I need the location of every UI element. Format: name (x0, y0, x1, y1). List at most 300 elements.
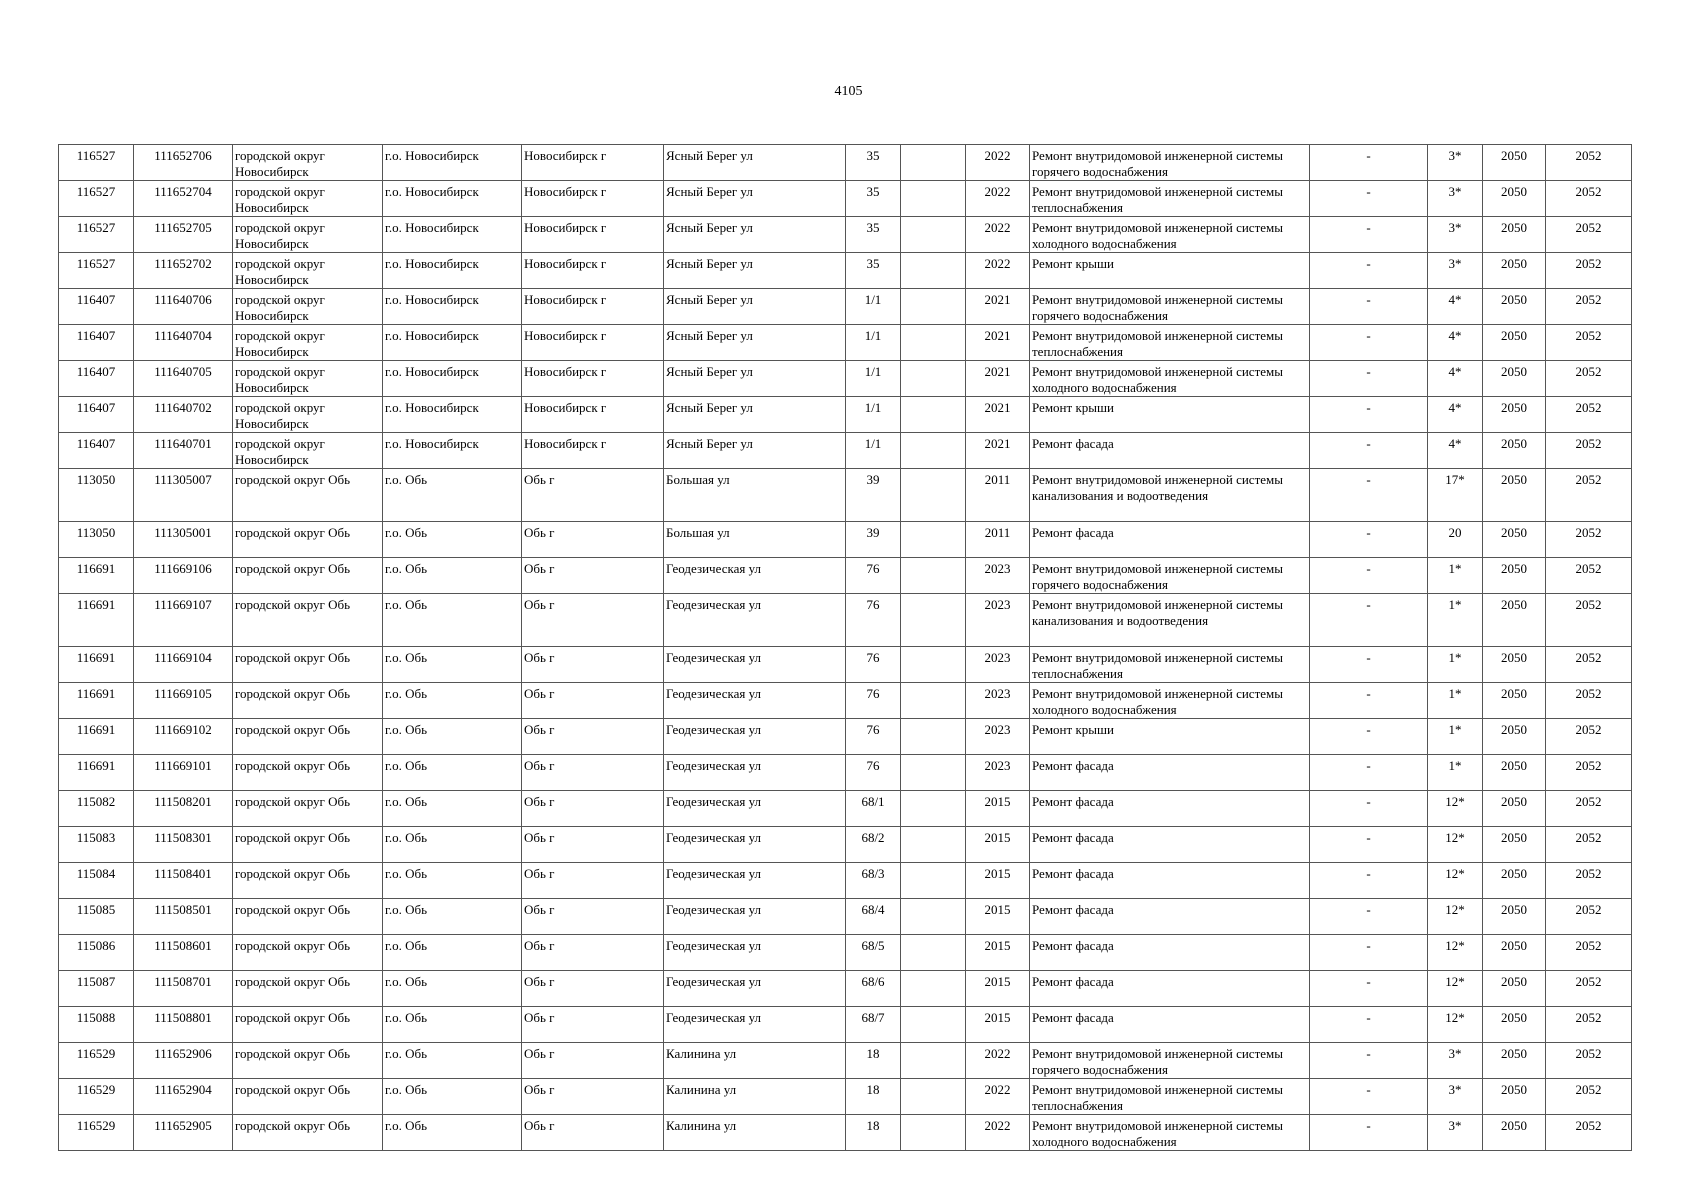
cell-placeholder: - (1310, 683, 1428, 719)
cell-municipality: городской округ Обь (233, 755, 383, 791)
cell-locality: Новосибирск г (522, 433, 664, 469)
cell-count: 1* (1428, 558, 1483, 594)
cell-end-year: 2052 (1546, 145, 1632, 181)
cell-element-id: 111652705 (134, 217, 233, 253)
cell-locality: Обь г (522, 1115, 664, 1151)
cell-work-type: Ремонт внутридомовой инженерной системы теплоснабжения (1030, 647, 1310, 683)
table-row (59, 289, 1632, 325)
cell-start-year: 2050 (1483, 1043, 1546, 1079)
cell-work-type: Ремонт внутридомовой инженерной системы холодного водоснабжения (1030, 1115, 1310, 1151)
cell-municipality: городской округ Новосибирск (233, 217, 383, 253)
cell-work-type: Ремонт внутридомовой инженерной системы канализования и водоотведения (1030, 594, 1310, 647)
cell-street: Большая ул (664, 522, 846, 558)
cell-settlement: г.о. Обь (383, 755, 522, 791)
cell-settlement: г.о. Обь (383, 719, 522, 755)
table-row (59, 1079, 1632, 1115)
cell-record-id: 115088 (59, 1007, 134, 1043)
cell-end-year: 2052 (1546, 935, 1632, 971)
cell-year-built: 2015 (966, 935, 1030, 971)
cell-record-id: 116691 (59, 558, 134, 594)
cell-record-id: 116407 (59, 325, 134, 361)
cell-year-built: 2023 (966, 647, 1030, 683)
cell-work-type: Ремонт внутридомовой инженерной системы горячего водоснабжения (1030, 289, 1310, 325)
cell-locality: Обь г (522, 791, 664, 827)
cell-settlement: г.о. Новосибирск (383, 145, 522, 181)
cell-count: 4* (1428, 325, 1483, 361)
table-row (59, 971, 1632, 1007)
cell-building (901, 935, 966, 971)
cell-building (901, 791, 966, 827)
cell-placeholder: - (1310, 899, 1428, 935)
cell-work-type: Ремонт фасада (1030, 755, 1310, 791)
cell-street: Большая ул (664, 469, 846, 522)
cell-locality: Обь г (522, 469, 664, 522)
cell-end-year: 2052 (1546, 217, 1632, 253)
cell-record-id: 113050 (59, 469, 134, 522)
cell-building (901, 397, 966, 433)
cell-year-built: 2022 (966, 145, 1030, 181)
cell-year-built: 2022 (966, 1079, 1030, 1115)
cell-building (901, 1043, 966, 1079)
cell-building (901, 971, 966, 1007)
page-number: 4105 (834, 84, 863, 99)
cell-record-id: 115087 (59, 971, 134, 1007)
cell-year-built: 2022 (966, 181, 1030, 217)
cell-building (901, 1115, 966, 1151)
cell-record-id: 116529 (59, 1079, 134, 1115)
cell-house-number: 18 (846, 1079, 901, 1115)
cell-placeholder: - (1310, 863, 1428, 899)
cell-count: 12* (1428, 827, 1483, 863)
cell-record-id: 115082 (59, 791, 134, 827)
table-row (59, 433, 1632, 469)
cell-locality: Обь г (522, 827, 664, 863)
table-row (59, 181, 1632, 217)
cell-municipality: городской округ Новосибирск (233, 253, 383, 289)
cell-street: Ясный Берег ул (664, 253, 846, 289)
cell-locality: Новосибирск г (522, 181, 664, 217)
cell-house-number: 1/1 (846, 433, 901, 469)
cell-municipality: городской округ Обь (233, 935, 383, 971)
cell-year-built: 2022 (966, 217, 1030, 253)
cell-street: Ясный Берег ул (664, 433, 846, 469)
cell-house-number: 35 (846, 145, 901, 181)
cell-street: Геодезическая ул (664, 683, 846, 719)
table-row (59, 325, 1632, 361)
cell-settlement: г.о. Обь (383, 791, 522, 827)
cell-record-id: 115084 (59, 863, 134, 899)
cell-placeholder: - (1310, 1115, 1428, 1151)
cell-record-id: 116529 (59, 1043, 134, 1079)
cell-building (901, 1079, 966, 1115)
cell-end-year: 2052 (1546, 719, 1632, 755)
cell-end-year: 2052 (1546, 397, 1632, 433)
cell-placeholder: - (1310, 827, 1428, 863)
cell-building (901, 181, 966, 217)
cell-building (901, 217, 966, 253)
cell-element-id: 111669102 (134, 719, 233, 755)
table-row (59, 522, 1632, 558)
cell-start-year: 2050 (1483, 827, 1546, 863)
cell-placeholder: - (1310, 253, 1428, 289)
table-row (59, 145, 1632, 181)
table-body (59, 145, 1632, 1151)
cell-end-year: 2052 (1546, 863, 1632, 899)
cell-year-built: 2022 (966, 253, 1030, 289)
cell-street: Геодезическая ул (664, 594, 846, 647)
cell-house-number: 68/5 (846, 935, 901, 971)
cell-house-number: 35 (846, 253, 901, 289)
cell-placeholder: - (1310, 647, 1428, 683)
cell-count: 4* (1428, 397, 1483, 433)
cell-locality: Обь г (522, 719, 664, 755)
cell-house-number: 68/3 (846, 863, 901, 899)
cell-year-built: 2015 (966, 1007, 1030, 1043)
cell-work-type: Ремонт фасада (1030, 899, 1310, 935)
cell-record-id: 115085 (59, 899, 134, 935)
cell-house-number: 68/6 (846, 971, 901, 1007)
cell-placeholder: - (1310, 325, 1428, 361)
cell-locality: Новосибирск г (522, 325, 664, 361)
cell-element-id: 111508201 (134, 791, 233, 827)
cell-year-built: 2015 (966, 899, 1030, 935)
cell-municipality: городской округ Обь (233, 1007, 383, 1043)
cell-element-id: 111652706 (134, 145, 233, 181)
cell-placeholder: - (1310, 469, 1428, 522)
cell-work-type: Ремонт внутридомовой инженерной системы канализования и водоотведения (1030, 469, 1310, 522)
cell-placeholder: - (1310, 181, 1428, 217)
cell-placeholder: - (1310, 719, 1428, 755)
cell-work-type: Ремонт внутридомовой инженерной системы холодного водоснабжения (1030, 683, 1310, 719)
cell-street: Геодезическая ул (664, 863, 846, 899)
cell-element-id: 111652704 (134, 181, 233, 217)
cell-municipality: городской округ Новосибирск (233, 361, 383, 397)
cell-record-id: 116407 (59, 433, 134, 469)
cell-building (901, 899, 966, 935)
cell-year-built: 2023 (966, 683, 1030, 719)
cell-locality: Новосибирск г (522, 217, 664, 253)
cell-settlement: г.о. Обь (383, 558, 522, 594)
cell-year-built: 2015 (966, 791, 1030, 827)
cell-placeholder: - (1310, 791, 1428, 827)
cell-element-id: 111669105 (134, 683, 233, 719)
cell-work-type: Ремонт внутридомовой инженерной системы горячего водоснабжения (1030, 1043, 1310, 1079)
cell-settlement: г.о. Новосибирск (383, 289, 522, 325)
cell-start-year: 2050 (1483, 433, 1546, 469)
cell-start-year: 2050 (1483, 683, 1546, 719)
cell-building (901, 361, 966, 397)
cell-work-type: Ремонт фасада (1030, 433, 1310, 469)
cell-count: 1* (1428, 647, 1483, 683)
cell-start-year: 2050 (1483, 397, 1546, 433)
cell-municipality: городской округ Новосибирск (233, 397, 383, 433)
cell-work-type: Ремонт фасада (1030, 791, 1310, 827)
cell-element-id: 111305001 (134, 522, 233, 558)
cell-settlement: г.о. Обь (383, 522, 522, 558)
cell-work-type: Ремонт фасада (1030, 1007, 1310, 1043)
cell-municipality: городской округ Новосибирск (233, 181, 383, 217)
cell-start-year: 2050 (1483, 253, 1546, 289)
table-row (59, 935, 1632, 971)
cell-end-year: 2052 (1546, 433, 1632, 469)
cell-end-year: 2052 (1546, 1079, 1632, 1115)
cell-element-id: 111508501 (134, 899, 233, 935)
cell-count: 12* (1428, 971, 1483, 1007)
cell-settlement: г.о. Обь (383, 899, 522, 935)
table-row (59, 827, 1632, 863)
table-row (59, 1043, 1632, 1079)
cell-house-number: 68/7 (846, 1007, 901, 1043)
cell-end-year: 2052 (1546, 683, 1632, 719)
table-row (59, 755, 1632, 791)
table-row (59, 863, 1632, 899)
cell-municipality: городской округ Новосибирск (233, 433, 383, 469)
cell-end-year: 2052 (1546, 325, 1632, 361)
cell-year-built: 2021 (966, 361, 1030, 397)
cell-settlement: г.о. Новосибирск (383, 433, 522, 469)
cell-start-year: 2050 (1483, 289, 1546, 325)
cell-year-built: 2015 (966, 863, 1030, 899)
cell-street: Ясный Берег ул (664, 397, 846, 433)
cell-count: 12* (1428, 935, 1483, 971)
cell-year-built: 2015 (966, 971, 1030, 1007)
cell-house-number: 1/1 (846, 397, 901, 433)
cell-end-year: 2052 (1546, 558, 1632, 594)
cell-end-year: 2052 (1546, 1115, 1632, 1151)
cell-settlement: г.о. Обь (383, 1079, 522, 1115)
cell-locality: Обь г (522, 971, 664, 1007)
cell-locality: Обь г (522, 1079, 664, 1115)
cell-municipality: городской округ Обь (233, 1115, 383, 1151)
cell-element-id: 111508301 (134, 827, 233, 863)
cell-work-type: Ремонт крыши (1030, 719, 1310, 755)
cell-settlement: г.о. Новосибирск (383, 325, 522, 361)
cell-municipality: городской округ Обь (233, 558, 383, 594)
cell-locality: Новосибирск г (522, 361, 664, 397)
cell-house-number: 68/1 (846, 791, 901, 827)
cell-end-year: 2052 (1546, 253, 1632, 289)
cell-municipality: городской округ Обь (233, 683, 383, 719)
cell-year-built: 2022 (966, 1043, 1030, 1079)
cell-street: Геодезическая ул (664, 719, 846, 755)
cell-count: 4* (1428, 289, 1483, 325)
cell-start-year: 2050 (1483, 181, 1546, 217)
cell-element-id: 111640706 (134, 289, 233, 325)
cell-building (901, 325, 966, 361)
cell-start-year: 2050 (1483, 971, 1546, 1007)
cell-house-number: 1/1 (846, 289, 901, 325)
cell-record-id: 116691 (59, 594, 134, 647)
cell-street: Ясный Берег ул (664, 361, 846, 397)
cell-street: Геодезическая ул (664, 971, 846, 1007)
cell-street: Калинина ул (664, 1043, 846, 1079)
cell-count: 3* (1428, 1115, 1483, 1151)
cell-locality: Обь г (522, 1007, 664, 1043)
cell-record-id: 116527 (59, 217, 134, 253)
cell-settlement: г.о. Обь (383, 1043, 522, 1079)
cell-start-year: 2050 (1483, 647, 1546, 683)
cell-count: 12* (1428, 899, 1483, 935)
cell-building (901, 1007, 966, 1043)
cell-locality: Новосибирск г (522, 253, 664, 289)
cell-placeholder: - (1310, 397, 1428, 433)
cell-end-year: 2052 (1546, 361, 1632, 397)
cell-building (901, 558, 966, 594)
cell-count: 3* (1428, 253, 1483, 289)
cell-element-id: 111652905 (134, 1115, 233, 1151)
cell-work-type: Ремонт фасада (1030, 522, 1310, 558)
cell-locality: Новосибирск г (522, 397, 664, 433)
cell-street: Ясный Берег ул (664, 289, 846, 325)
cell-municipality: городской округ Обь (233, 522, 383, 558)
cell-record-id: 116407 (59, 289, 134, 325)
cell-house-number: 76 (846, 719, 901, 755)
cell-settlement: г.о. Обь (383, 971, 522, 1007)
cell-count: 17* (1428, 469, 1483, 522)
cell-street: Геодезическая ул (664, 647, 846, 683)
cell-element-id: 111669106 (134, 558, 233, 594)
cell-count: 1* (1428, 683, 1483, 719)
cell-house-number: 39 (846, 469, 901, 522)
cell-work-type: Ремонт фасада (1030, 971, 1310, 1007)
cell-street: Геодезическая ул (664, 755, 846, 791)
cell-settlement: г.о. Обь (383, 827, 522, 863)
cell-street: Ясный Берег ул (664, 217, 846, 253)
cell-locality: Новосибирск г (522, 289, 664, 325)
cell-start-year: 2050 (1483, 899, 1546, 935)
cell-record-id: 116407 (59, 361, 134, 397)
cell-settlement: г.о. Обь (383, 1007, 522, 1043)
cell-element-id: 111640705 (134, 361, 233, 397)
cell-record-id: 116691 (59, 755, 134, 791)
cell-placeholder: - (1310, 289, 1428, 325)
cell-work-type: Ремонт фасада (1030, 935, 1310, 971)
cell-street: Калинина ул (664, 1115, 846, 1151)
cell-record-id: 116691 (59, 719, 134, 755)
cell-end-year: 2052 (1546, 971, 1632, 1007)
cell-record-id: 116691 (59, 683, 134, 719)
cell-placeholder: - (1310, 971, 1428, 1007)
cell-work-type: Ремонт внутридомовой инженерной системы теплоснабжения (1030, 181, 1310, 217)
cell-house-number: 76 (846, 647, 901, 683)
cell-start-year: 2050 (1483, 719, 1546, 755)
cell-settlement: г.о. Новосибирск (383, 217, 522, 253)
cell-element-id: 111640704 (134, 325, 233, 361)
cell-end-year: 2052 (1546, 594, 1632, 647)
cell-placeholder: - (1310, 558, 1428, 594)
cell-count: 12* (1428, 1007, 1483, 1043)
cell-municipality: городской округ Обь (233, 719, 383, 755)
cell-count: 3* (1428, 217, 1483, 253)
cell-end-year: 2052 (1546, 827, 1632, 863)
table-row (59, 647, 1632, 683)
cell-locality: Обь г (522, 863, 664, 899)
cell-work-type: Ремонт фасада (1030, 827, 1310, 863)
cell-start-year: 2050 (1483, 361, 1546, 397)
cell-municipality: городской округ Обь (233, 863, 383, 899)
cell-element-id: 111508801 (134, 1007, 233, 1043)
cell-house-number: 18 (846, 1115, 901, 1151)
table-row (59, 397, 1632, 433)
cell-building (901, 683, 966, 719)
cell-street: Ясный Берег ул (664, 325, 846, 361)
cell-count: 1* (1428, 755, 1483, 791)
cell-settlement: г.о. Обь (383, 1115, 522, 1151)
cell-element-id: 111640702 (134, 397, 233, 433)
cell-building (901, 755, 966, 791)
table-row (59, 683, 1632, 719)
cell-street: Геодезическая ул (664, 1007, 846, 1043)
cell-year-built: 2011 (966, 469, 1030, 522)
cell-year-built: 2021 (966, 397, 1030, 433)
cell-settlement: г.о. Обь (383, 469, 522, 522)
table-row (59, 253, 1632, 289)
cell-settlement: г.о. Обь (383, 647, 522, 683)
cell-start-year: 2050 (1483, 145, 1546, 181)
cell-house-number: 39 (846, 522, 901, 558)
cell-municipality: городской округ Обь (233, 899, 383, 935)
cell-year-built: 2021 (966, 289, 1030, 325)
cell-street: Геодезическая ул (664, 827, 846, 863)
cell-placeholder: - (1310, 755, 1428, 791)
cell-record-id: 113050 (59, 522, 134, 558)
cell-element-id: 111640701 (134, 433, 233, 469)
cell-house-number: 76 (846, 558, 901, 594)
cell-count: 12* (1428, 863, 1483, 899)
cell-placeholder: - (1310, 217, 1428, 253)
cell-work-type: Ремонт внутридомовой инженерной системы холодного водоснабжения (1030, 217, 1310, 253)
cell-year-built: 2023 (966, 755, 1030, 791)
cell-house-number: 18 (846, 1043, 901, 1079)
cell-record-id: 116407 (59, 397, 134, 433)
cell-building (901, 863, 966, 899)
cell-element-id: 111508601 (134, 935, 233, 971)
cell-municipality: городской округ Обь (233, 1079, 383, 1115)
cell-house-number: 1/1 (846, 325, 901, 361)
cell-building (901, 433, 966, 469)
cell-settlement: г.о. Обь (383, 935, 522, 971)
cell-work-type: Ремонт крыши (1030, 397, 1310, 433)
cell-year-built: 2021 (966, 433, 1030, 469)
cell-house-number: 76 (846, 755, 901, 791)
table-row (59, 469, 1632, 522)
cell-street: Ясный Берег ул (664, 145, 846, 181)
cell-year-built: 2023 (966, 594, 1030, 647)
table-row (59, 899, 1632, 935)
cell-element-id: 111669107 (134, 594, 233, 647)
cell-count: 12* (1428, 791, 1483, 827)
cell-year-built: 2015 (966, 827, 1030, 863)
cell-municipality: городской округ Новосибирск (233, 145, 383, 181)
cell-record-id: 116527 (59, 181, 134, 217)
cell-work-type: Ремонт внутридомовой инженерной системы холодного водоснабжения (1030, 361, 1310, 397)
cell-municipality: городской округ Новосибирск (233, 289, 383, 325)
capital-repair-table (58, 144, 1632, 1151)
cell-settlement: г.о. Обь (383, 863, 522, 899)
cell-house-number: 76 (846, 683, 901, 719)
cell-municipality: городской округ Обь (233, 827, 383, 863)
cell-end-year: 2052 (1546, 647, 1632, 683)
cell-start-year: 2050 (1483, 935, 1546, 971)
cell-end-year: 2052 (1546, 181, 1632, 217)
cell-locality: Обь г (522, 683, 664, 719)
cell-placeholder: - (1310, 145, 1428, 181)
cell-placeholder: - (1310, 935, 1428, 971)
cell-start-year: 2050 (1483, 1115, 1546, 1151)
cell-building (901, 594, 966, 647)
cell-element-id: 111652702 (134, 253, 233, 289)
cell-count: 20 (1428, 522, 1483, 558)
